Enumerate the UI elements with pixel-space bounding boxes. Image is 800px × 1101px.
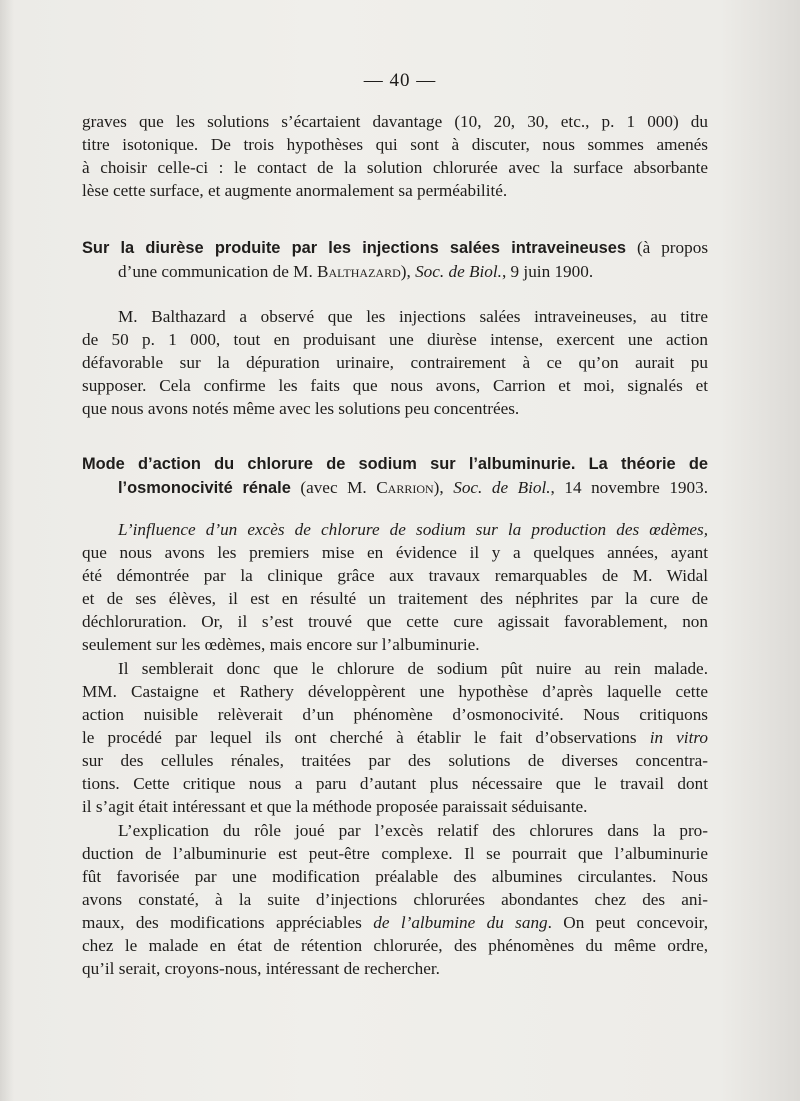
paragraph-3 [82,518,708,656]
heading-text: (à propos [626,238,709,257]
page-number: — 40 — [363,70,437,91]
section-heading-2 [82,453,708,500]
heading-citation [82,260,708,283]
text-line: duction de l’albuminurie est peut-être complexe. Il se pourrait que l’albuminurie [82,844,708,863]
citation-date: , 14 novembre 1903. [550,478,708,497]
text-line: avons constaté, à la suite d’injections chlorurées abondantes chez des ani- [82,890,708,909]
citation-text: (avec M. [290,478,377,497]
paragraph-5 [82,819,708,980]
text-line: que nous avons les premiers mise en évidence il y a quelques années, ayant [82,543,708,562]
citation-text: ), [400,262,416,281]
citation-date: , 9 juin 1900. [501,262,594,281]
section-heading-1 [82,236,708,283]
text-run: . On peut concevoir, [547,913,708,932]
author-name: Balthazard [317,262,401,281]
text-line: et de ses élèves, il est en résulté un traitement des néphrites par la cure de [82,589,708,608]
journal-name: Soc. de Biol. [453,478,551,497]
text-line: sur des cellules rénales, traitées par des solutions de diverses concentra- [82,751,708,770]
text-line: tions. Cette critique nous a paru d’autant plus nécessaire que le travail dont [82,774,708,793]
text-line [82,726,708,749]
text-line [82,911,708,934]
heading-line [82,236,708,260]
journal-name: Soc. de Biol. [415,262,502,281]
text-line: qu’il serait, croyons-nous, intéressant de rechercher. [82,959,440,978]
citation-text: d’une communication de M. [118,262,318,281]
text-line: titre isotonique. De trois hypothèses qui sont à discuter, nous sommes amenés [82,135,708,154]
text-run: le procédé par lequel ils ont cherché à établir le fait d’observations [82,728,650,747]
heading-title: Mode d’action du chlorure de sodium sur l’albuminurie. La théorie de [82,455,708,473]
text-run: maux, des modifications appréciables [82,913,374,932]
text-line: L’explication du rôle joué par l’excès relatif des chlorures dans la pro- [118,821,708,840]
text-run-italic: in vitro [649,728,708,747]
heading-citation [82,476,708,500]
text-line: que nous avons notés même avec les solutions peu concentrées. [82,399,520,418]
text-line: Il semblerait donc que le chlorure de sodium pût nuire au rein malade. [118,659,708,678]
text-line: fût favorisée par une modification préalable des albumines circulantes. Nous [82,867,708,886]
text-line: lèse cette surface, et augmente anormalement sa perméabilité. [82,181,508,200]
text-line: il s’agit était intéressant et que la méthode proposée paraissait séduisante. [82,797,588,816]
author-name: Carrion [376,478,434,497]
text-line: M. Balthazard a observé que les injections salées intraveineuses, au titre [118,307,708,326]
text-line: été démontrée par la clinique grâce aux travaux remarquables de M. Widal [82,566,708,585]
text-line-italic: L’influence d’un excès de chlorure de sodium sur la production des œdèmes, [118,520,708,539]
heading-title: Sur la diurèse produite par les injections salées intraveineuses [82,239,627,257]
paragraph-2 [82,305,708,420]
text-line: supposer. Cela confirme les faits que nous avons, Carrion et moi, signalés et [82,376,708,395]
text-line: seulement sur les œdèmes, mais encore sur l’albuminurie. [82,635,480,654]
heading-title-cont: l’osmonocivité rénale [118,479,291,497]
paragraph-4 [82,657,708,818]
text-line: déchloruration. Or, il s’est trouvé que cette cure agissait favorablement, non [82,612,708,631]
text-line: défavorable sur la dépuration urinaire, contrairement à ce qu’on aurait pu [82,353,708,372]
text-line: MM. Castaigne et Rathery développèrent une hypothèse d’après laquelle cette [82,682,708,701]
text-run-italic: de l’albumine du sang [373,913,548,932]
text-line: chez le malade en état de rétention chlorurée, des phénomènes du même ordre, [82,936,708,955]
text-line: de 50 p. 1 000, tout en produisant une diurèse intense, exercent une action [82,330,708,349]
citation-text: ), [433,478,454,497]
text-line: à choisir celle-ci : le contact de la solution chlorurée avec la surface absorbante [82,158,708,177]
text-line: graves que les solutions s’écartaient davantage (10, 20, 30, etc., p. 1 000) du [82,112,708,131]
text-line: action nuisible relèverait d’un phénomène d’osmonocivité. Nous critiquons [82,705,708,724]
paragraph-1 [82,110,708,202]
